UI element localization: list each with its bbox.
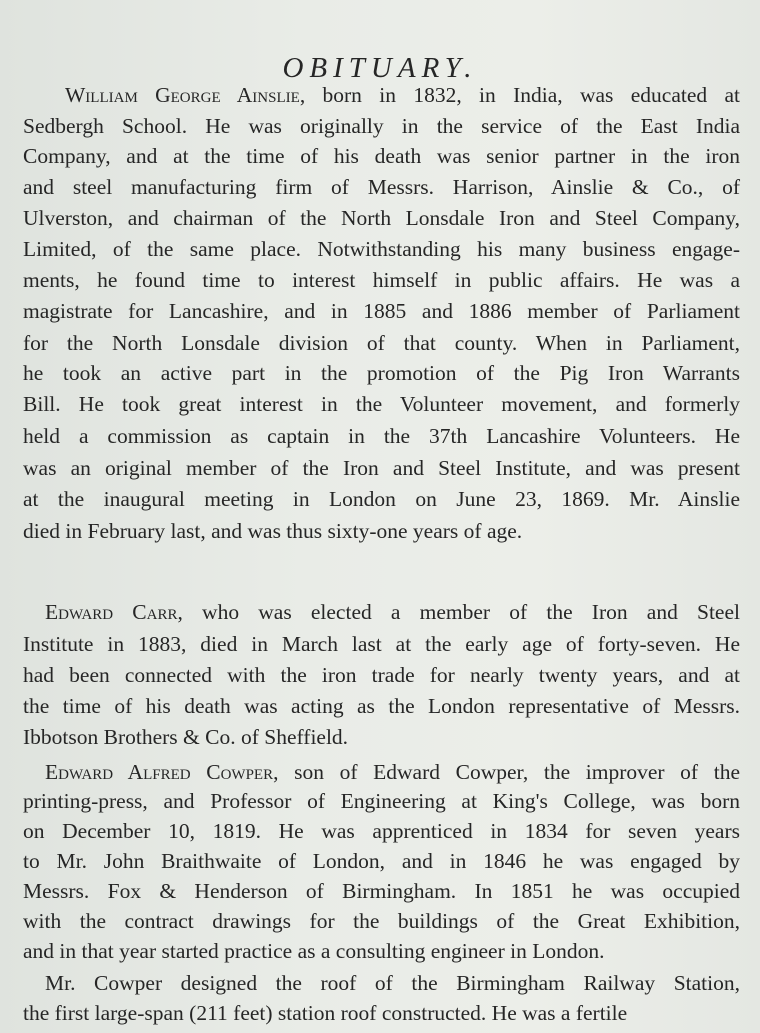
- text-line: had been connected with the iron trade for nearly twenty years, and at: [23, 663, 740, 687]
- person-name: Edward Carr: [45, 600, 178, 624]
- text-line: ments, he found time to interest himself in public affairs. He was a: [23, 268, 740, 292]
- text-line: Limited, of the same place. Notwithstanding his many business engage-: [23, 237, 740, 261]
- text-line: to Mr. John Braithwaite of London, and in 1846 he was engaged by: [23, 849, 740, 873]
- text-line: with the contract drawings for the buildings of the Great Exhibition,: [23, 909, 740, 933]
- text-line: [65, 82, 740, 108]
- text-line: Messrs. Fox & Henderson of Birmingham. In 1851 he was occupied: [23, 879, 740, 903]
- text-line: [45, 599, 740, 625]
- text-line: he took an active part in the promotion of the Pig Iron Warrants: [23, 361, 740, 385]
- text-line: and in that year started practice as a consulting engineer in London.: [23, 939, 605, 963]
- text-line: on December 10, 1819. He was apprenticed in 1834 for seven years: [23, 819, 740, 843]
- line-text: , born in 1832, in India, was educated at: [299, 83, 740, 107]
- text-line: [45, 759, 740, 785]
- text-line: held a commission as captain in the 37th Lancashire Volunteers. He: [23, 424, 740, 448]
- person-name: William George Ainslie: [65, 83, 300, 107]
- line-text: , who was elected a member of the Iron and Steel: [177, 600, 740, 624]
- text-line: Bill. He took great interest in the Volunteer movement, and formerly: [23, 392, 740, 416]
- text-line: magistrate for Lancashire, and in 1885 and 1886 member of Parliament: [23, 299, 740, 323]
- text-line: the first large-span (211 feet) station roof constructed. He was a fertile: [23, 1001, 628, 1025]
- text-line: Institute in 1883, died in March last at the early age of forty-seven. He: [23, 632, 740, 656]
- text-line: and steel manufacturing firm of Messrs. Harrison, Ainslie & Co., of: [23, 175, 740, 199]
- page-title: OBITUARY.: [282, 52, 478, 84]
- text-line: died in February last, and was thus sixty-one years of age.: [23, 519, 523, 543]
- text-line: at the inaugural meeting in London on June 23, 1869. Mr. Ainslie: [23, 487, 740, 511]
- text-line: Ibbotson Brothers & Co. of Sheffield.: [23, 725, 349, 749]
- text-line: Mr. Cowper designed the roof of the Birmingham Railway Station,: [45, 971, 740, 995]
- line-text: , son of Edward Cowper, the improver of the: [273, 760, 740, 784]
- person-name: Edward Alfred Cowper: [45, 760, 274, 784]
- text-line: for the North Lonsdale division of that county. When in Parliament,: [23, 331, 740, 355]
- text-line: Sedbergh School. He was originally in the service of the East India: [23, 114, 740, 138]
- text-line: printing-press, and Professor of Engineering at King's College, was born: [23, 789, 740, 813]
- text-line: was an original member of the Iron and Steel Institute, and was present: [23, 456, 740, 480]
- text-line: Company, and at the time of his death was senior partner in the iron: [23, 144, 740, 168]
- text-line: Ulverston, and chairman of the North Lonsdale Iron and Steel Company,: [23, 206, 740, 230]
- text-line: the time of his death was acting as the London representative of Messrs.: [23, 694, 740, 718]
